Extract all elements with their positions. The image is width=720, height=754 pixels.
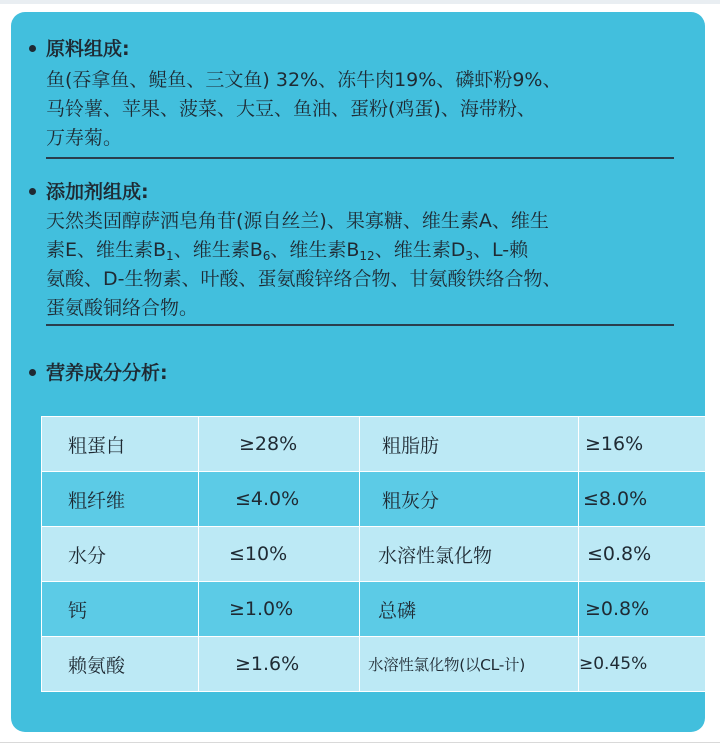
ingredients-line: 马铃薯、苹果、菠菜、大豆、鱼油、蛋粉(鸡蛋)、海带粉、 <box>46 98 536 120</box>
nutrition-table <box>41 416 705 692</box>
nutrient-name: 粗脂肪 <box>360 417 579 472</box>
bottom-divider <box>0 742 720 743</box>
ingredients-text <box>46 66 561 153</box>
nutrient-value: ≥0.8% <box>579 582 706 637</box>
section-divider <box>46 157 674 159</box>
additives-line: 氨酸、D-生物素、叶酸、蛋氨酸锌络合物、甘氨酸铁络合物、 <box>46 268 562 290</box>
nutrient-value: ≤0.8% <box>579 527 706 582</box>
additives-title: 添加剂组成: <box>46 181 149 203</box>
table-row <box>42 527 706 582</box>
nutrient-value: ≤4.0% <box>199 472 360 527</box>
table-row <box>42 472 706 527</box>
table-row <box>42 637 706 692</box>
nutrient-value: ≥28% <box>199 417 360 472</box>
ingredients-line: 鱼(吞拿鱼、鳀鱼、三文鱼) 32%、冻牛肉19%、磷虾粉9%、 <box>46 69 562 91</box>
bullet-dot <box>29 188 36 195</box>
top-border <box>0 0 720 4</box>
nutrient-name: 水溶性氯化物(以CL-计) <box>360 637 579 692</box>
nutrient-name: 水分 <box>42 527 199 582</box>
bullet-dot <box>29 369 36 376</box>
nutrient-name: 粗蛋白 <box>42 417 199 472</box>
additives-line: 天然类固醇萨洒皂角苷(源自丝兰)、果寡糖、维生素A、维生 <box>46 210 549 232</box>
bullet-dot <box>29 45 36 52</box>
info-card <box>11 12 705 732</box>
nutrient-value: ≤10% <box>199 527 360 582</box>
nutrient-name: 总磷 <box>360 582 579 637</box>
table-row <box>42 582 706 637</box>
nutrient-value: ≥0.45% <box>579 637 706 692</box>
nutrient-value: ≥1.0% <box>199 582 360 637</box>
nutrient-value: ≥16% <box>579 417 706 472</box>
analysis-title: 营养成分分析: <box>46 362 168 384</box>
nutrient-value: ≥1.6% <box>199 637 360 692</box>
nutrient-name: 水溶性氯化物 <box>360 527 579 582</box>
bottom-strip <box>0 732 720 754</box>
ingredients-title: 原料组成: <box>46 38 130 60</box>
table-row <box>42 417 706 472</box>
ingredients-line: 万寿菊。 <box>46 127 123 149</box>
nutrient-name: 钙 <box>42 582 199 637</box>
nutrient-name: 赖氨酸 <box>42 637 199 692</box>
additives-line: 蛋氨酸铜络合物。 <box>46 297 199 319</box>
nutrient-value: ≤8.0% <box>579 472 706 527</box>
additives-text <box>46 207 562 323</box>
section-divider <box>46 324 674 326</box>
nutrient-name: 粗纤维 <box>42 472 199 527</box>
nutrient-name: 粗灰分 <box>360 472 579 527</box>
additives-line: 素E、维生素$B_1$、维生素$B_6$、维生素$B_{12}$、维生素$D_3$、L-赖 <box>46 239 529 263</box>
